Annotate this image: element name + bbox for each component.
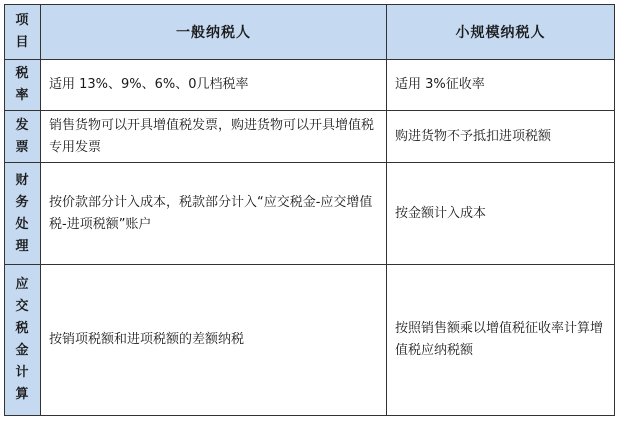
table-row — [5, 111, 615, 163]
row-label-cell — [5, 265, 41, 416]
row-label-cell — [5, 163, 41, 265]
table-row — [5, 163, 615, 265]
header-general-cell — [41, 5, 387, 60]
table-row — [5, 60, 615, 111]
row-label-cell — [5, 60, 41, 111]
small-text: 适用 3%征收率 — [395, 77, 485, 92]
comparison-table — [4, 4, 615, 416]
small-text: 购进货物不予抵扣进项税额 — [395, 128, 552, 144]
header-small-cell — [387, 5, 615, 60]
general-cell — [41, 265, 387, 416]
row-label: 应交税金计算 — [15, 277, 30, 402]
small-cell — [387, 265, 615, 416]
header-small-label: 小规模纳税人 — [455, 25, 546, 41]
small-cell — [387, 163, 615, 265]
header-item-cell — [5, 5, 41, 60]
small-cell — [387, 60, 615, 111]
row-label: 财务处理 — [15, 172, 30, 254]
general-text: 适用 13%、9%、6%、0几档税率 — [49, 77, 249, 92]
row-label: 发票 — [15, 117, 30, 155]
general-cell — [41, 111, 387, 163]
header-row — [5, 5, 615, 60]
header-general-label: 一般纳税人 — [176, 25, 251, 41]
general-text: 按价款部分计入成本，税款部分计入“应交税金-应交增值税-进项税额”账户 — [49, 194, 373, 232]
header-item-label: 项目 — [15, 13, 30, 50]
general-cell — [41, 163, 387, 265]
general-text: 按销项税额和进项税额的差额纳税 — [49, 332, 245, 347]
row-label: 税率 — [15, 66, 30, 103]
row-label-cell — [5, 111, 41, 163]
general-cell — [41, 60, 387, 111]
small-cell — [387, 111, 615, 163]
general-text: 销售货物可以开具增值税发票，购进货物可以开具增值税专用发票 — [49, 117, 375, 155]
small-text: 按金额计入成本 — [395, 205, 487, 221]
table-row — [5, 265, 615, 416]
small-text: 按照销售额乘以增值税征收率计算增值税应纳税额 — [395, 321, 604, 358]
